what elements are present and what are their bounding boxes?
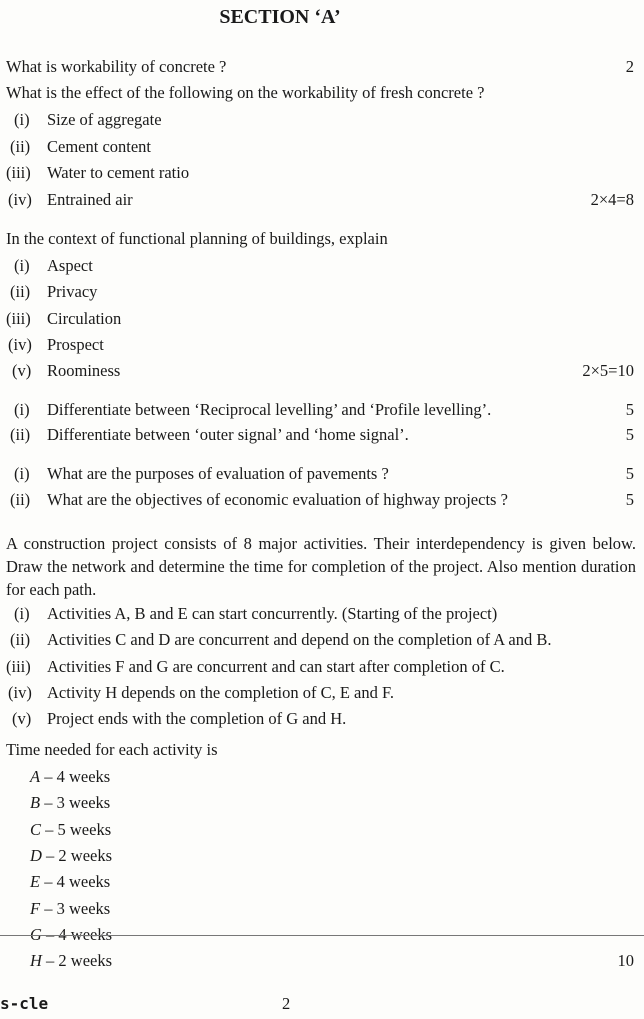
q2-item: (iv) Prospect [8,335,104,354]
q5-item: (ii) Activities C and D are concurrent and depend on the completion of A and B. [10,630,552,649]
activity-row: D – 2 weeks [30,846,113,865]
q1-marks: 2×4=8 [590,190,634,209]
q5-item: (i) Activities A, B and E can start concurrently. (Starting of the project) [14,604,498,623]
q3-item: (ii) Differentiate between ‘outer signal’ and ‘home signal’. 5 [10,425,634,444]
page-number: 2 [282,994,291,1013]
activity-row: F – 3 weeks [30,899,111,918]
q5-time-intro: Time needed for each activity is [6,740,218,759]
q2-item: (v) Roominess 2×5=10 [12,361,634,380]
activity-row: C – 5 weeks [30,820,112,839]
q5-marks: 10 [617,951,634,970]
activity-row: E – 4 weeks [30,872,111,891]
q2-item: (iii) Circulation [6,309,122,328]
q1-part-a: What is workability of concrete ? 2 [6,57,634,76]
q1-item: (ii) Cement content [10,137,152,156]
paper-code: s-cle [0,994,49,1013]
q5-intro: A construction project consists of 8 major activities. Their interdependency is given below. Draw the network and determine the time for completion of the project. Also mention duration for each path. [6,534,636,599]
q1-item: (iv) Entrained air 2×4=8 [8,190,634,209]
q3-item: (i) Differentiate between ‘Reciprocal levelling’ and ‘Profile levelling’. 5 [14,400,634,419]
q1-part-b: What is the effect of the following on the workability of fresh concrete ? [6,83,485,102]
activity-row: H – 2 weeks 10 [30,951,634,970]
q2-intro: In the context of functional planning of buildings, explain [6,229,388,248]
q5-item: (iv) Activity H depends on the completion of C, E and F. [8,683,394,702]
q4-item: (ii) What are the objectives of economic evaluation of highway projects ? 5 [10,490,634,509]
q2-marks: 2×5=10 [582,361,634,380]
q2-item: (ii) Privacy [10,282,98,301]
activity-row: A – 4 weeks [30,767,111,786]
activity-row: B – 3 weeks [30,793,111,812]
divider-line [0,935,644,936]
q1-part-a-marks: 2 [625,57,634,76]
activity-row: G – 4 weeks [30,925,113,944]
q1-item: (iii) Water to cement ratio [6,163,190,182]
section-heading: SECTION ‘A’ [219,6,341,28]
q5-item: (iii) Activities F and G are concurrent and can start after completion of C. [6,657,505,676]
q5-item: (v) Project ends with the completion of G and H. [12,709,347,728]
q4-item: (i) What are the purposes of evaluation of pavements ? 5 [14,464,634,483]
q1-item: (i) Size of aggregate [14,110,162,129]
q2-item: (i) Aspect [14,256,93,275]
